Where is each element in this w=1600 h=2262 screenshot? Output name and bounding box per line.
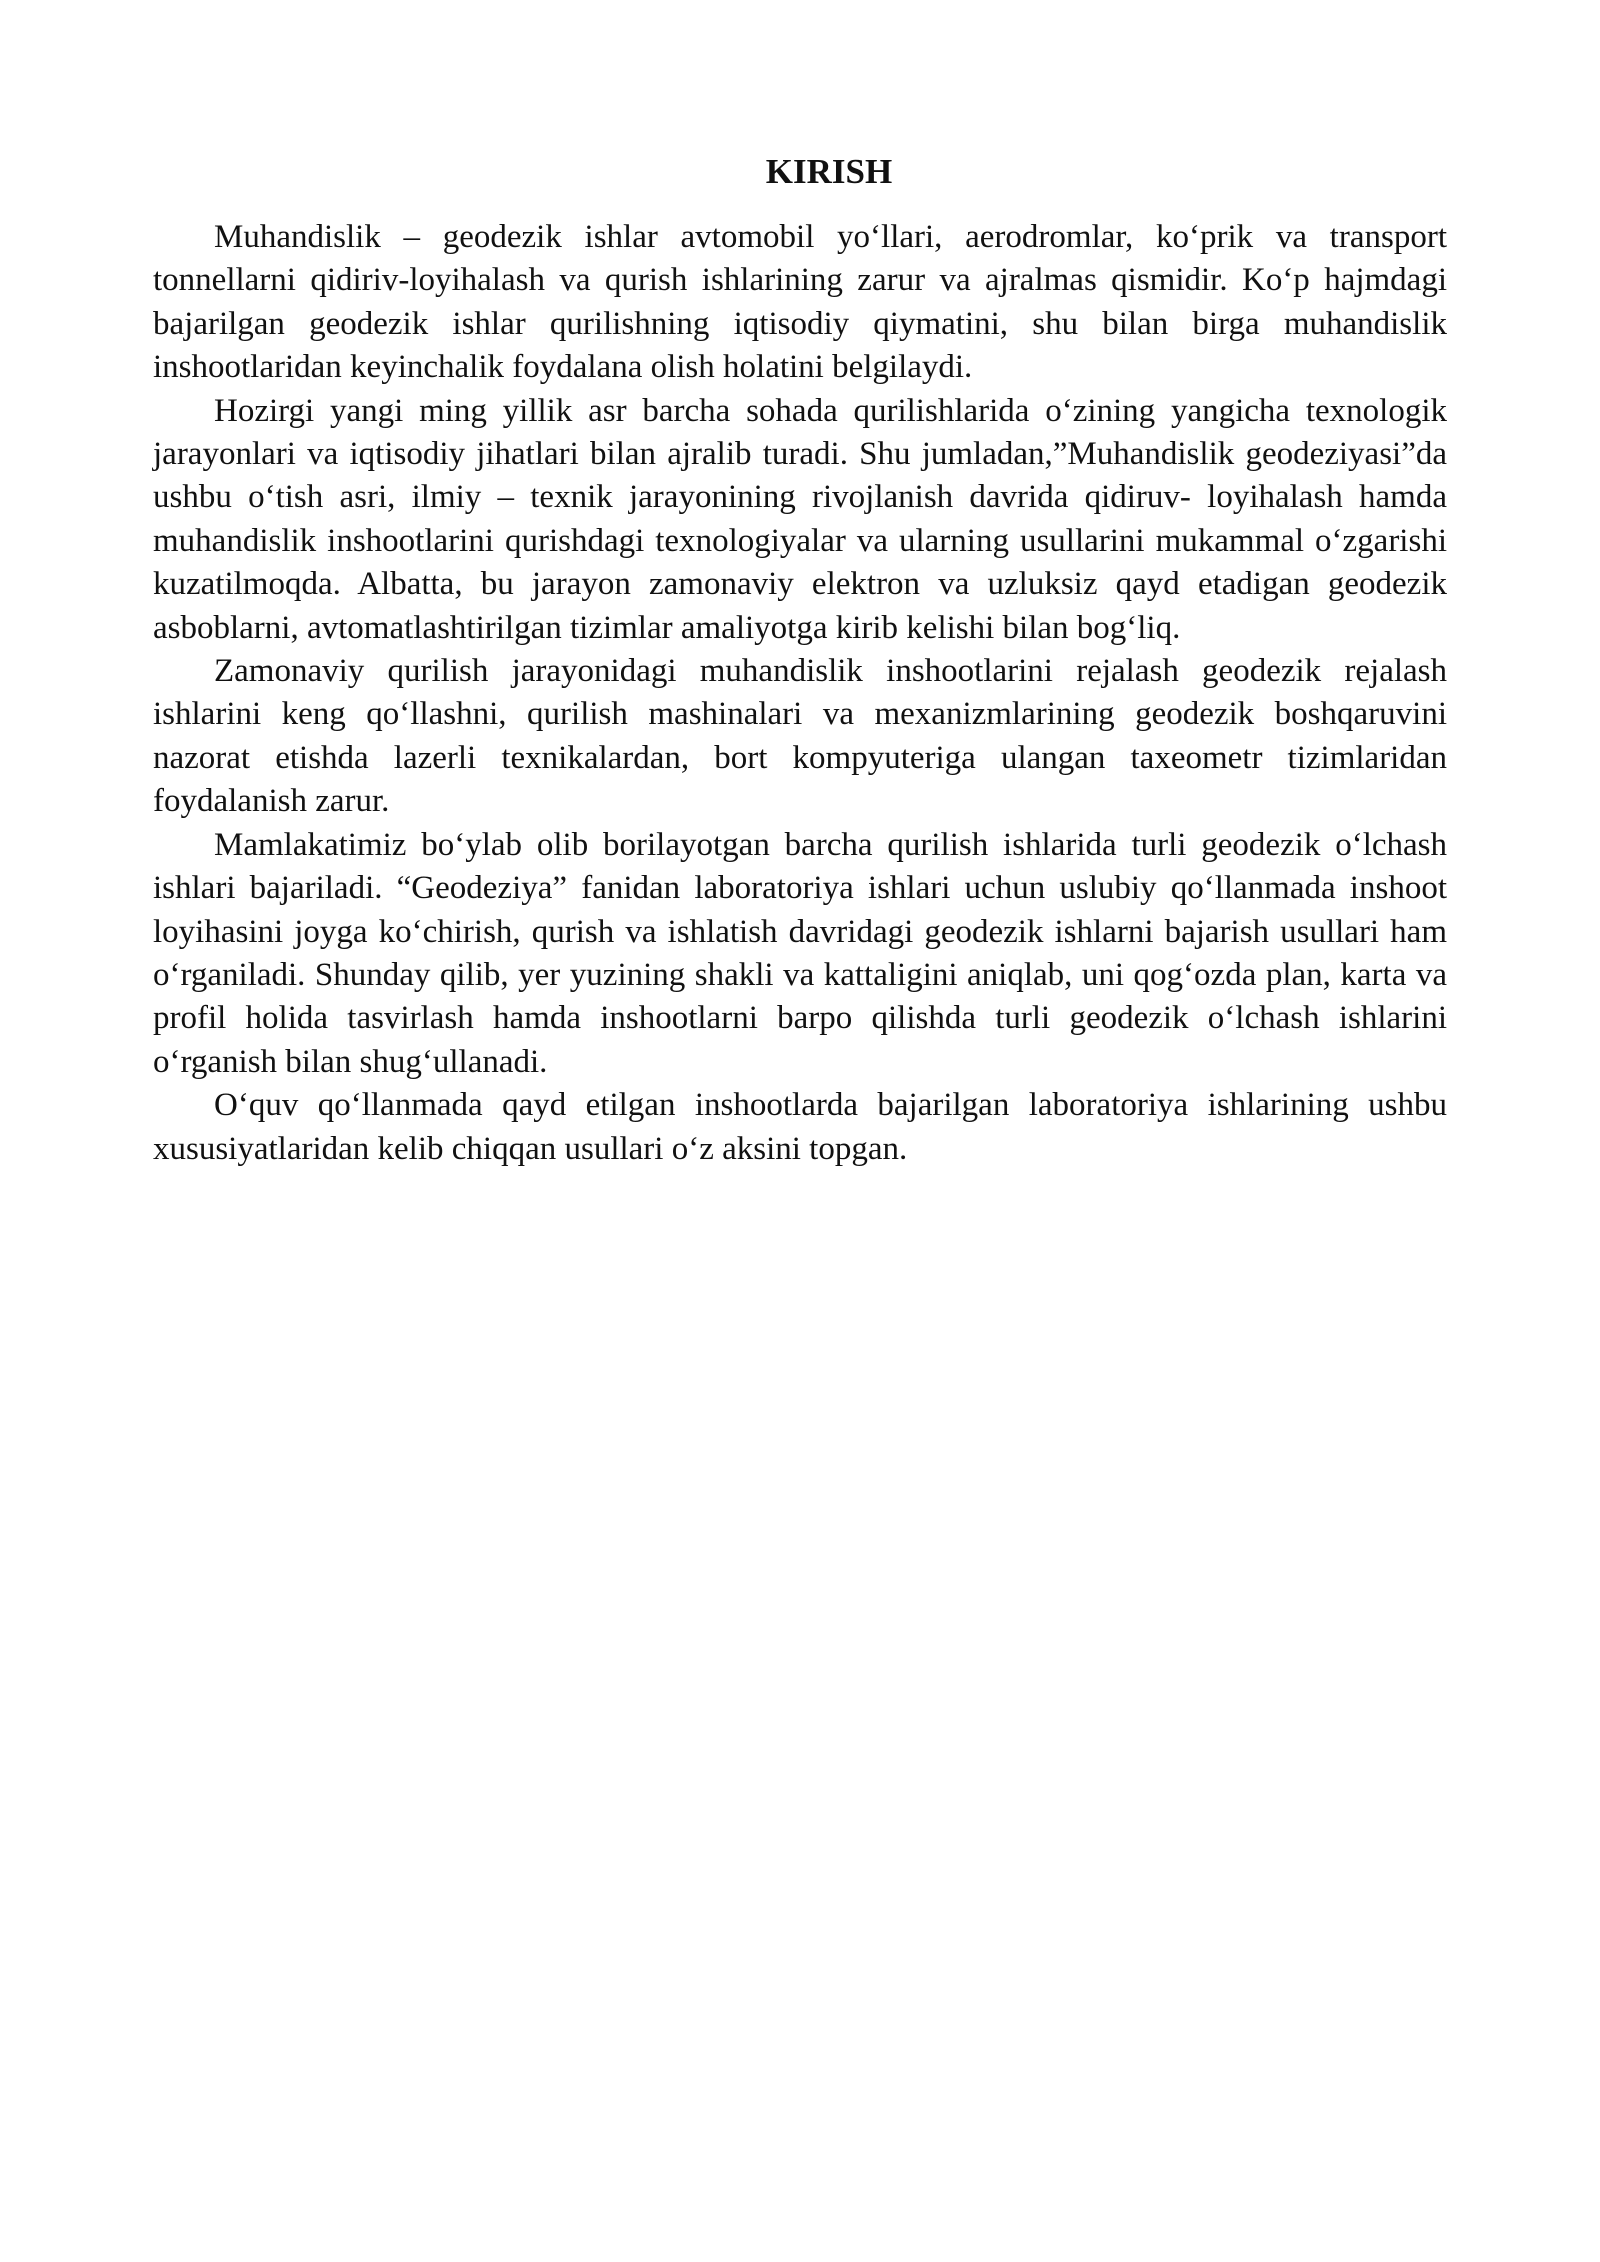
paragraph-2: Hozirgi yangi ming yillik asr barcha sohada qurilishlarida o‘zining yangicha texnologik jarayonlari va iqtisodiy jihatlari bilan ajralib turadi. Shu jumladan,”Muhandislik geodeziyasi”da ushbu o‘tish asri, ilmiy – texnik jarayonining rivojlanish davrida qidiruv- loyihalash hamda muhandislik inshootlarini qurishdagi texnologiyalar va ularning usullarini mukammal o‘zgarishi kuzatilmoqda. Albatta, bu jarayon zamonaviy elektron va uzluksiz qayd etadigan geodezik asboblarni, avtomatlashtirilgan tizimlar amaliyotga kirib kelishi bilan bog‘liq.	[153, 392, 1447, 646]
paragraph-5: O‘quv qo‘llanmada qayd etilgan inshootlarda bajarilgan laboratoriya ishlarining ushbu xususiyatlaridan kelib chiqqan usullari o‘z aksini topgan.	[153, 1087, 1447, 1167]
document-body	[153, 150, 1447, 1171]
paragraph-3: Zamonaviy qurilish jarayonidagi muhandislik inshootlarini rejalash geodezik rejalash ishlarini keng qo‘llashni, qurilish mashinalari va mexanizmlarining geodezik boshqaruvini nazorat etishda lazerli texnikalardan, bort kompyuteriga ulangan taxeometr tizimlaridan foydalanish zarur.	[153, 653, 1447, 820]
paragraph-1: Muhandislik – geodezik ishlar avtomobil yo‘llari, aerodromlar, ko‘prik va transport tonnellarni qidiriv-loyihalash va qurish ishlarining zarur va ajralmas qismidir. Ko‘p hajmdagi bajarilgan geodezik ishlar qurilishning iqtisodiy qiymatini, shu bilan birga muhandislik inshootlaridan keyinchalik foydalana olish holatini belgilaydi.	[153, 219, 1447, 386]
document-title: KIRISH	[765, 152, 893, 191]
paragraph-4: Mamlakatimiz bo‘ylab olib borilayotgan barcha qurilish ishlarida turli geodezik o‘lchash ishlari bajariladi. “Geodeziya” fanidan laboratoriya ishlari uchun uslubiy qo‘llanmada inshoot loyihasini joyga ko‘chirish, qurish va ishlatish davridagi geodezik ishlarni bajarish usullari ham o‘rganiladi. Shunday qilib, yer yuzining shakli va kattaligini aniqlab, uni qog‘ozda plan, karta va profil holida tasvirlash hamda inshootlarni barpo qilishda turli geodezik o‘lchash ishlarini o‘rganish bilan shug‘ullanadi.	[153, 826, 1447, 1080]
